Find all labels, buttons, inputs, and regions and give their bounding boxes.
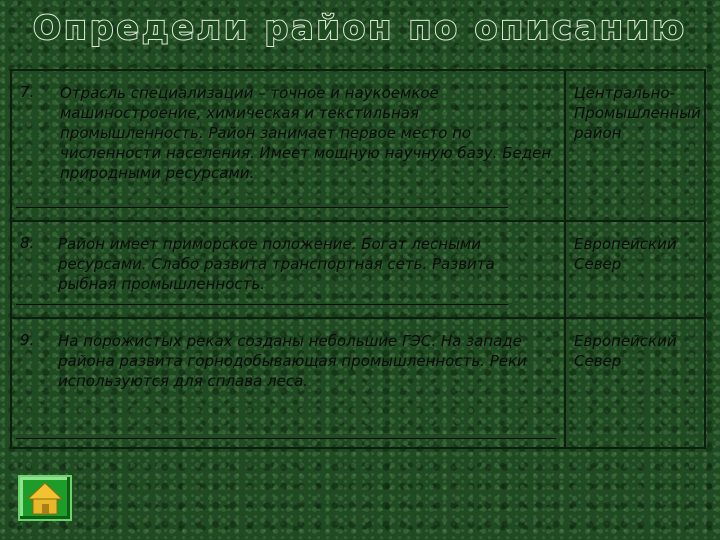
answer-blank-line [16,207,508,208]
row-answer: Европейский Север [574,235,677,273]
table-row [12,222,704,317]
slide-title: Определи район по описанию [32,8,688,47]
answer-blank-line [16,304,508,305]
answer-blank-line [16,438,556,439]
row-answer: Центрально-Промышленный район [574,84,701,142]
row-answer: Европейский Север [574,332,677,370]
row-number: 7. [20,83,35,101]
table-row [12,319,704,447]
row-number: 9. [20,331,35,349]
row-description: На порожистых реках созданы небольшие ГЭС. На западе района развита горнодобывающая промышленность. Реки используются для сплава леса. [58,332,527,390]
home-button[interactable] [18,475,72,521]
quiz-table [10,69,706,449]
home-icon [20,477,70,519]
table-row [12,71,704,220]
row-description: Отрасль специализации – точное и наукоемкое машиностроение, химическая и текстильная промышленность. Район занимает первое место по численности населения. Имеет мощную научную базу. Беден природными ресурсами. [60,84,552,182]
row-number: 8. [20,234,35,252]
row-description: Район имеет приморское положение. Богат лесными ресурсами. Слабо развита транспортная сеть. Развита рыбная промышленность. [58,235,495,293]
